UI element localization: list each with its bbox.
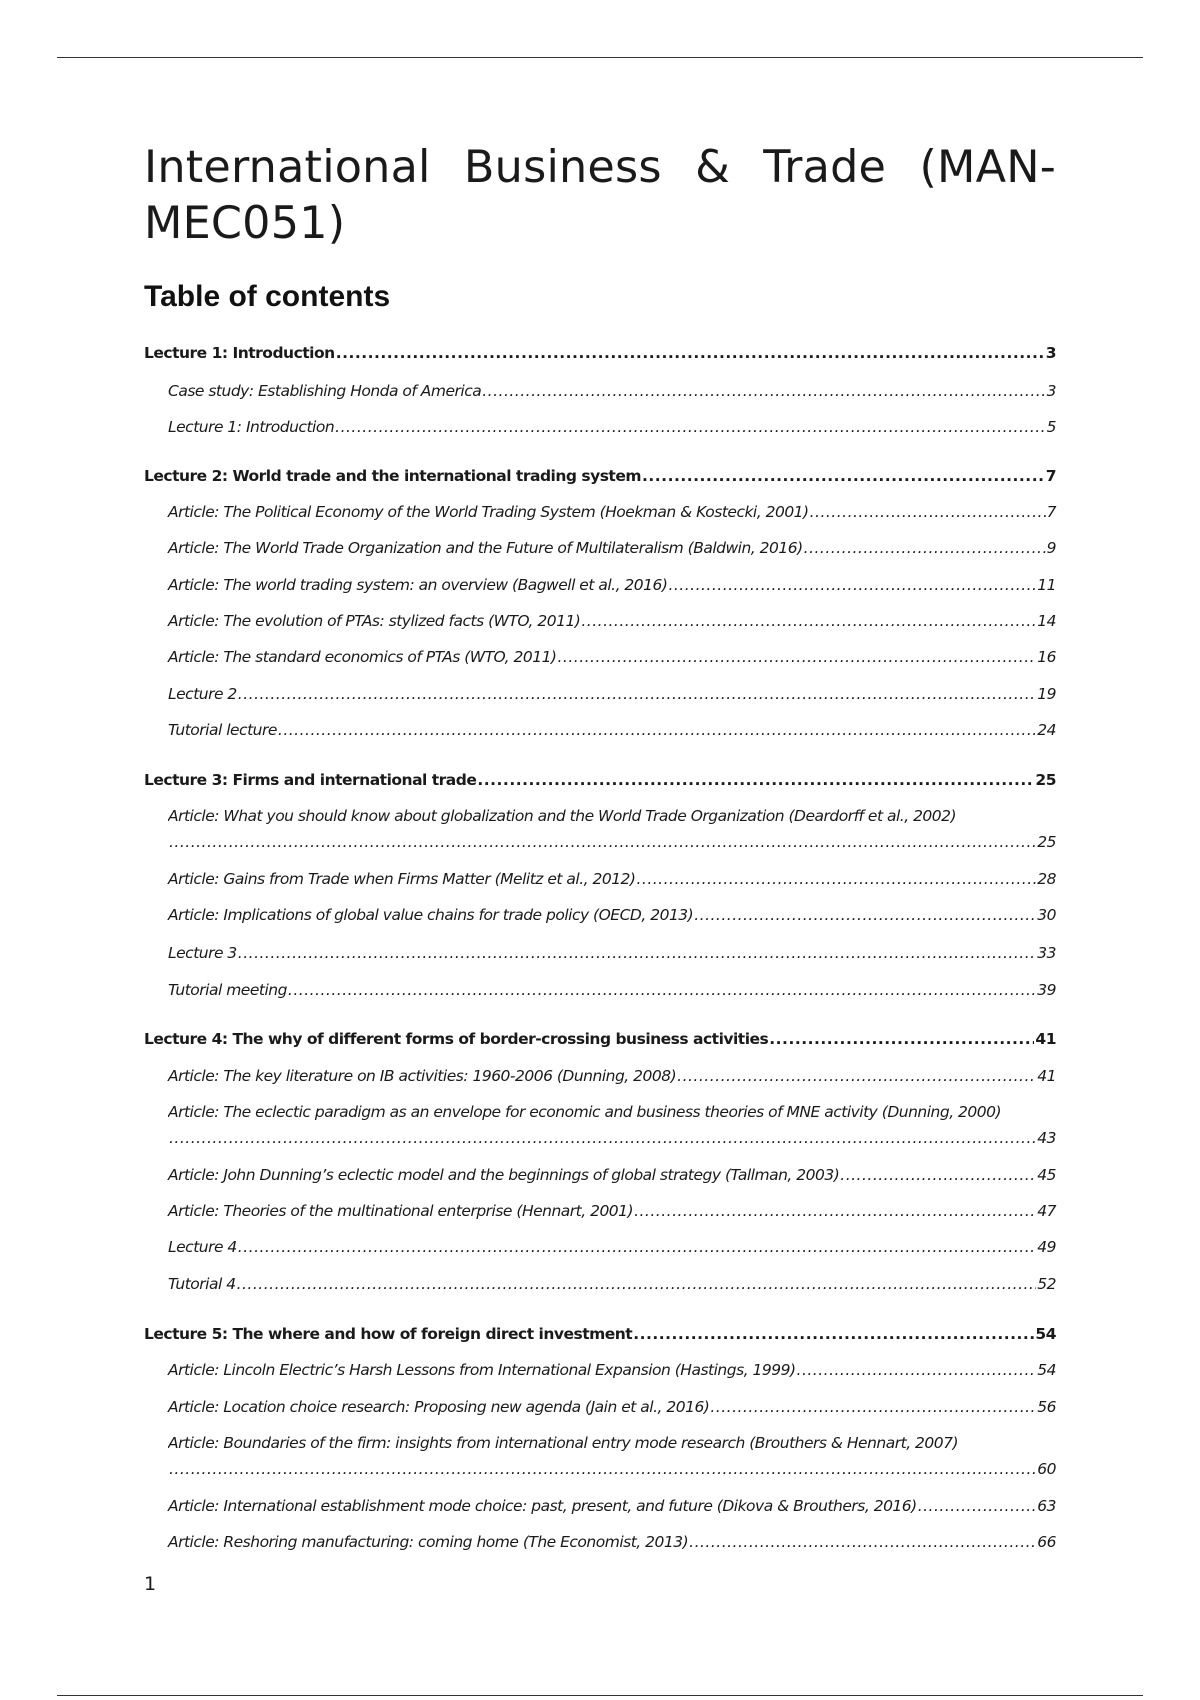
toc-entry-page: 19 [1037,685,1056,703]
toc-entry[interactable] [144,1274,1056,1294]
toc-entry[interactable] [144,1029,1056,1049]
toc-entry-title: Lecture 4: The why of different forms of border-crossing business activities [144,1030,769,1048]
toc-entry-continuation [168,1128,1056,1148]
toc-entry[interactable] [144,417,1056,437]
toc-entry[interactable] [144,647,1056,667]
toc-entry-continuation [168,1459,1056,1479]
toc-dot-leader [581,611,1036,631]
toc-dot-leader [169,832,1036,852]
toc-entry-title: Article: The key literature on IB activities: 1960-2006 (Dunning, 2008) [168,1067,677,1085]
toc-entry[interactable] [144,806,1056,852]
toc-entry[interactable] [144,1201,1056,1221]
toc-entry-title: Article: International establishment mode choice: past, present, and future (Dikova & Brouthers, 2016) [168,1497,917,1515]
toc-entry-title: Article: Location choice research: Proposing new agenda (Jain et al., 2016) [168,1398,710,1416]
toc-entry[interactable] [144,381,1056,401]
toc-entry-page: 7 [1046,503,1056,521]
toc-entry-page: 25 [1037,833,1056,851]
toc-entry-page: 66 [1037,1533,1056,1551]
toc-entry[interactable] [144,1165,1056,1185]
toc-entry-title: Tutorial lecture [168,721,277,739]
toc-dot-leader [636,869,1036,889]
toc-entry[interactable] [144,770,1056,790]
toc-entry[interactable] [144,684,1056,704]
toc-entry[interactable] [144,869,1056,889]
toc-entry-page: 49 [1037,1238,1056,1256]
toc-entry-title: Lecture 2 [168,685,237,703]
toc-dot-leader [804,538,1046,558]
toc-entry-title: Article: The Political Economy of the World Trading System (Hoekman & Kostecki, 2001) [168,503,809,521]
toc-entry-title: Lecture 3: Firms and international trade [144,771,477,789]
toc-dot-leader [918,1496,1037,1516]
header-rule [57,57,1143,58]
toc-entry-page: 28 [1037,870,1056,888]
footer-rule [57,1695,1143,1696]
toc-entry-page: 52 [1037,1275,1056,1293]
toc-dot-leader [677,1066,1036,1086]
toc-entry[interactable] [144,1496,1056,1516]
toc-entry-title: Article: Reshoring manufacturing: coming home (The Economist, 2013) [168,1533,689,1551]
page-number: 1 [144,1573,157,1595]
toc-entry[interactable] [144,720,1056,740]
toc-entry-page: 25 [1035,771,1056,789]
toc-dot-leader [169,1459,1036,1479]
toc-entry-title: Article: John Dunning’s eclectic model and the beginnings of global strategy (Tallman, 2003) [168,1166,840,1184]
toc-entry-page: 30 [1037,906,1056,924]
toc-dot-leader [477,770,1034,790]
toc-entry[interactable] [144,343,1056,363]
toc-entry[interactable] [144,1324,1056,1344]
toc-entry-title: Article: Boundaries of the firm: insights from international entry mode research (Brouthers & Hennart, 2007) [168,1434,959,1452]
toc-dot-leader [710,1397,1036,1417]
toc-entry[interactable] [144,1237,1056,1257]
toc-dot-leader [278,720,1036,740]
toc-heading: Table of contents [144,280,391,313]
toc-entry-title: Article: Implications of global value chains for trade policy (OECD, 2013) [168,906,694,924]
toc-entry-title: Case study: Establishing Honda of America [168,382,482,400]
toc-entry-page: 45 [1037,1166,1056,1184]
toc-dot-leader [482,381,1045,401]
toc-dot-leader [336,343,1045,363]
toc-entry-title: Lecture 3 [168,944,237,962]
toc-dot-leader [288,980,1036,1000]
toc-dot-leader [238,1237,1036,1257]
toc-entry[interactable] [144,943,1056,963]
toc-entry[interactable] [144,1102,1056,1148]
toc-entry-page: 41 [1037,1067,1056,1085]
toc-entry-page: 63 [1037,1497,1056,1515]
toc-entry-title: Article: The eclectic paradigm as an envelope for economic and business theories of MNE activity (Dunning, 2000) [168,1103,1002,1121]
toc-entry-page: 16 [1037,648,1056,666]
toc-entry[interactable] [144,502,1056,522]
toc-entry-title: Tutorial 4 [168,1275,236,1293]
toc-entry-page: 47 [1037,1202,1056,1220]
toc-entry-title: Article: The evolution of PTAs: stylized facts (WTO, 2011) [168,612,581,630]
toc-dot-leader [169,1128,1036,1148]
toc-entry-page: 5 [1046,418,1056,436]
toc-entry-page: 60 [1037,1460,1056,1478]
toc-entry[interactable] [144,1066,1056,1086]
toc-entry-page: 24 [1037,721,1056,739]
toc-dot-leader [642,466,1045,486]
toc-entry-title: Lecture 1: Introduction [168,418,335,436]
toc-dot-leader [668,575,1036,595]
toc-entry[interactable] [144,611,1056,631]
toc-entry[interactable] [144,1397,1056,1417]
toc-dot-leader [237,1274,1037,1294]
toc-entry[interactable] [144,980,1056,1000]
toc-dot-leader [634,1201,1036,1221]
toc-entry-page: 54 [1035,1325,1056,1343]
toc-dot-leader [238,684,1036,704]
toc-entry-continuation [168,832,1056,852]
toc-entry-page: 43 [1037,1129,1056,1147]
toc-entry-page: 39 [1037,981,1056,999]
toc-dot-leader [633,1324,1034,1344]
toc-entry[interactable] [144,1433,1056,1479]
toc-entry-title: Article: Lincoln Electric’s Harsh Lessons from International Expansion (Hastings, 1999) [168,1361,796,1379]
toc-entry-title: Article: Theories of the multinational enterprise (Hennart, 2001) [168,1202,634,1220]
toc-entry-page: 56 [1037,1398,1056,1416]
toc-entry-page: 7 [1045,467,1056,485]
toc-entry[interactable] [144,575,1056,595]
toc-entry-page: 3 [1045,344,1056,362]
toc-entry-page: 14 [1037,612,1056,630]
toc-dot-leader [557,647,1036,667]
toc-dot-leader [797,1360,1037,1380]
toc-entry[interactable] [144,905,1056,925]
toc-dot-leader [769,1029,1034,1049]
toc-entry-title: Lecture 4 [168,1238,237,1256]
toc-entry-title: Lecture 2: World trade and the international trading system [144,467,642,485]
toc-dot-leader [694,905,1036,925]
toc-entry-title: Article: The standard economics of PTAs (WTO, 2011) [168,648,557,666]
toc-dot-leader [238,943,1036,963]
toc-entry-title: Article: The World Trade Organization and the Future of Multilateralism (Baldwin, 2016) [168,539,803,557]
toc-entry-page: 41 [1035,1030,1056,1048]
toc-entry-title: Lecture 1: Introduction [144,344,335,362]
toc-entry-title: Article: What you should know about globalization and the World Trade Organization (Deardorff et al., 2002) [168,807,957,825]
toc-dot-leader [689,1532,1036,1552]
toc-entry[interactable] [144,1360,1056,1380]
toc-entry-title: Article: Gains from Trade when Firms Matter (Melitz et al., 2012) [168,870,636,888]
toc-entry-title: Article: The world trading system: an overview (Bagwell et al., 2016) [168,576,668,594]
toc-entry[interactable] [144,466,1056,486]
toc-entry-page: 9 [1046,539,1056,557]
toc-dot-leader [840,1165,1036,1185]
document-title: International Business & Trade (MAN-MEC051) [144,142,1056,249]
toc-entry-page: 33 [1037,944,1056,962]
toc-entry-title: Tutorial meeting [168,981,287,999]
toc-entry[interactable] [144,538,1056,558]
toc-dot-leader [810,502,1046,522]
toc-entry-page: 3 [1046,382,1056,400]
toc-entry-title: Lecture 5: The where and how of foreign direct investment [144,1325,633,1343]
toc-entry-page: 54 [1037,1361,1056,1379]
toc-dot-leader [335,417,1045,437]
toc-entry-page: 11 [1037,576,1056,594]
toc-entry[interactable] [144,1532,1056,1552]
